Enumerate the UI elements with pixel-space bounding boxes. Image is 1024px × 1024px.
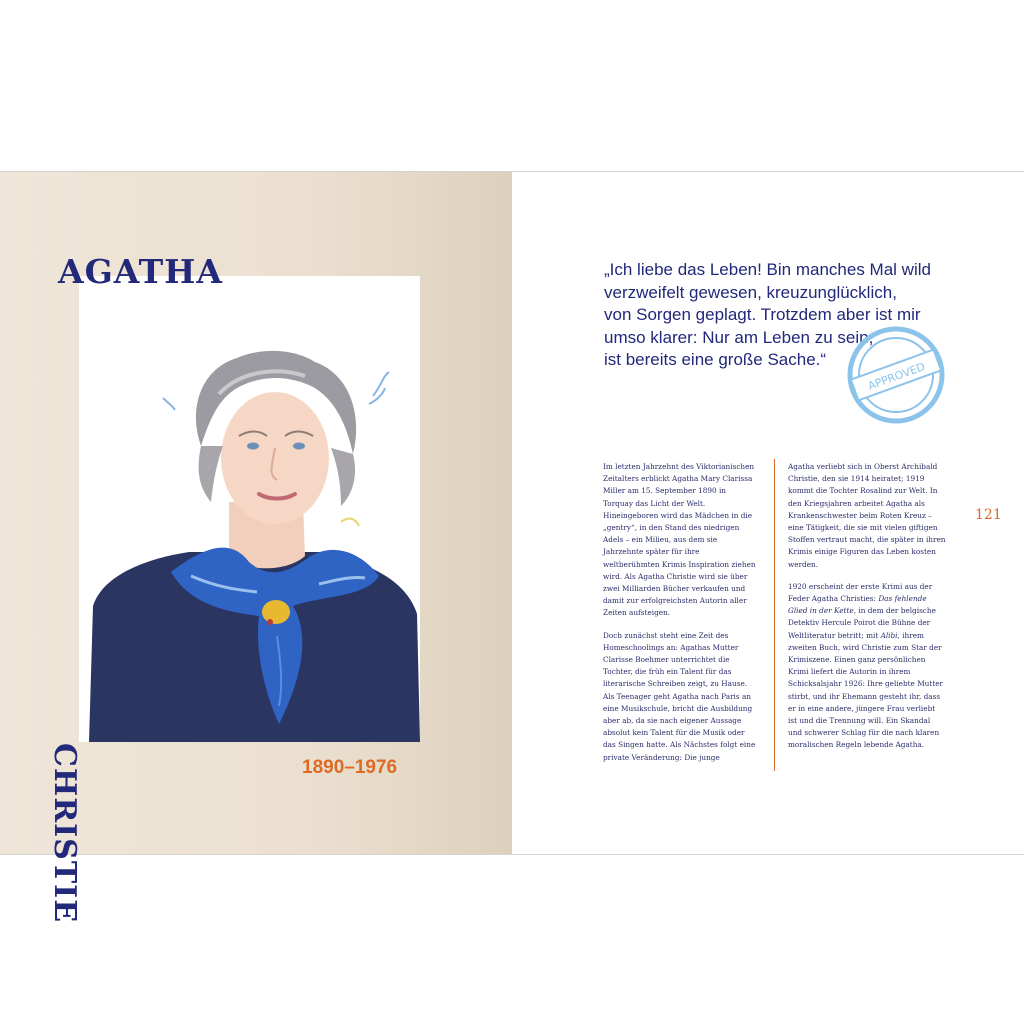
life-years: 1890–1976 bbox=[302, 757, 398, 778]
column-divider bbox=[774, 459, 775, 771]
paragraph bbox=[788, 581, 946, 752]
quote-line: verzweifelt gewesen, kreuzunglücklich, bbox=[604, 282, 897, 302]
paragraph: Doch zunächst steht eine Zeit des Homeschoolings an: Agathas Mutter Clarisse Boehmer unterrichtet die Tochter, die früh ein Talent für das literarische Schreiben zeigt, zu Hause. Als Teenager geht Agatha nach Paris an eine Musikschule, bricht die Ausbildung aber ab, da sie nach eigener Aussage absolut kein Talent für die Musik oder das Singen hatte. Als Nächstes folgt eine private Veränderung: Die junge bbox=[603, 630, 756, 762]
portrait-drawing bbox=[79, 276, 420, 742]
paragraph: Im letzten Jahrzehnt des Viktorianischen Zeitalters erblickt Agatha Mary Clarissa Miller am 15. September 1890 in Torquay das Licht der Welt. Hineingeboren wird das Mädchen in die „gentry“, in den Stand des niedrigen Adels – ein Milieu, aus dem sie Jahrzehnte später für ihre weltberühmten Krimis Inspiration ziehen wird. Als Agatha Christie wird sie über zwei Milliarden Bücher verkaufen und damit zur erfolgreichsten Autorin aller Zeiten aufsteigen. bbox=[603, 462, 756, 618]
book-title: Das fehlende Glied in der Kette bbox=[788, 594, 927, 616]
text-column-1 bbox=[603, 461, 756, 774]
stamp-text: APPROVED bbox=[866, 360, 927, 393]
text-column-2 bbox=[788, 461, 946, 762]
book-title: Alibi bbox=[880, 630, 898, 640]
text-run: , ihrem zweiten Buch, wird Christie zum Star der Krimiszene. Einen ganz persönlichen Krimi liefert die Autorin in ihrem Schicksalsjahr 1926: Ihre geliebte Mutter stirbt, und ihr Ehemann gesteht ihr, dass er in eine andere, jüngere Frau verliebt ist und die Trennung will. Ein Skandal und schwerer Schlag für die nach klaren moralischen Regeln lebende Agatha. bbox=[788, 630, 944, 750]
first-name-heading: AGATHA bbox=[58, 252, 223, 291]
last-name-heading: CHRISTIE bbox=[47, 743, 82, 924]
quote-line: umso klarer: Nur am Leben zu sein, bbox=[604, 327, 874, 347]
page-number: 121 bbox=[975, 507, 1002, 523]
text-run: 1920 erscheint der erste Krimi aus der Feder Agatha Christies: bbox=[788, 581, 933, 604]
book-spread bbox=[0, 171, 1024, 924]
portrait-illustration bbox=[79, 276, 420, 742]
paragraph: Agatha verliebt sich in Oberst Archibald Christie, den sie 1914 heiratet; 1919 kommt die Tochter Rosalind zur Welt. In den Kriegsjahren arbeitet Agatha als Krankenschwester beim Roten Kreuz – eine Tätigkeit, die sie mit vielen giftigen Stoffen vertraut macht, die später in ihren Krimis einige Figuren das Leben kosten werden. bbox=[788, 462, 946, 569]
quote-line: ist bereits eine große Sache.“ bbox=[604, 350, 827, 370]
right-page bbox=[512, 172, 1024, 854]
approved-stamp-icon bbox=[842, 320, 950, 430]
text-run: , in dem der belgische Detektiv Hercule Poirot die Bühne der Weltliteratur betritt; mit bbox=[788, 606, 936, 640]
left-page bbox=[0, 172, 512, 924]
quote-line: von Sorgen geplagt. Trotzdem aber ist mir bbox=[604, 305, 921, 325]
quote-line: „Ich liebe das Leben! Bin manches Mal wild bbox=[604, 260, 931, 279]
